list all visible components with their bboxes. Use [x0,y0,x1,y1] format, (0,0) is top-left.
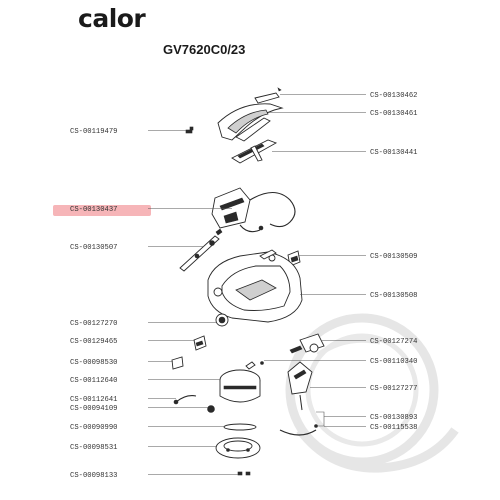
part-label[interactable]: CS-00127274 [370,338,418,346]
part-label-highlighted[interactable]: CS-00130437 [70,206,118,214]
part-label[interactable]: CS-00130507 [70,244,118,252]
part-drawing-pump [220,362,260,402]
part-label[interactable]: CS-00098133 [70,472,118,480]
part-drawing-handle-cover [218,104,282,141]
part-drawing-seal [224,424,256,430]
part-drawing-connector [172,357,183,369]
part-drawing-iron-housing [208,250,302,322]
part-label[interactable]: CS-00130462 [370,92,418,100]
part-label[interactable]: CS-00094109 [70,405,118,413]
part-label[interactable]: CS-00130893 [370,414,418,422]
brand-logo: calor [78,4,146,33]
part-label[interactable]: CS-00110340 [370,358,418,366]
part-label[interactable]: CS-00130441 [370,149,418,157]
part-label[interactable]: CS-00090990 [70,424,118,432]
part-label[interactable]: CS-00129465 [70,338,118,346]
part-label[interactable]: CS-00130461 [370,110,418,118]
part-drawing-pin [261,362,264,365]
part-label[interactable]: CS-00130509 [370,253,418,261]
part-label[interactable]: CS-00119479 [70,128,118,136]
part-label[interactable]: CS-00098531 [70,444,118,452]
part-drawing-clip [186,127,193,133]
part-drawing-trim [255,88,281,103]
part-drawing-knob [216,314,228,326]
part-drawing-control-rod [180,229,222,271]
part-drawing-base-plate [216,438,260,458]
part-label[interactable]: CS-00130508 [370,292,418,300]
model-number: GV7620C0/23 [163,42,246,57]
part-label[interactable]: CS-00127277 [370,385,418,393]
part-label[interactable]: CS-00098530 [70,359,118,367]
part-drawing-switch [194,336,206,350]
part-drawing-electronic-board [212,188,295,232]
part-drawing-washer [208,406,215,413]
part-label[interactable]: CS-00112640 [70,377,118,385]
part-label[interactable]: CS-00115538 [370,424,418,432]
part-drawing-cable [174,396,196,404]
part-label[interactable]: CS-00127270 [70,320,118,328]
part-label[interactable]: CS-00112641 [70,396,118,404]
part-drawing-lower-handle [232,140,276,163]
part-drawing-feet [238,472,250,475]
